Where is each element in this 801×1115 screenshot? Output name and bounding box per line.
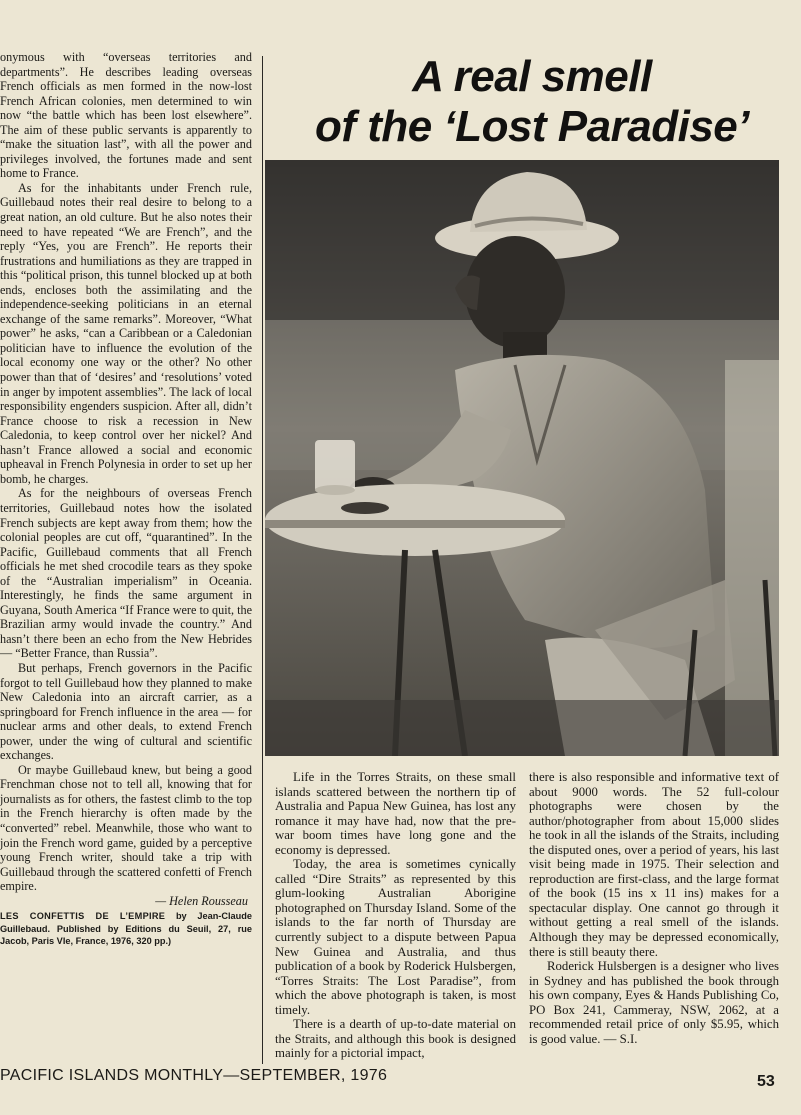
book-details (0, 910, 252, 947)
left-column-article (0, 50, 252, 947)
article-body-column-2 (275, 770, 516, 1061)
photo-man-in-hat (265, 160, 779, 756)
book-title: LES CONFETTIS DE L’EMPIRE (0, 911, 166, 922)
review-signature: — Helen Rousseau (155, 893, 248, 908)
headline-line-2: of the ‘Lost Paradise’ (315, 102, 749, 151)
body-paragraph: There is a dearth of up-to-date material on the Straits, and although this book is designed mainly for a pictorial impact, (275, 1017, 516, 1061)
left-paragraph: Or maybe Guillebaud knew, but being a good Frenchman chose not to tell all, knowing that for journalists as for others, the fastest climb to the top in the French hierarchy is often made by the “converted” rebel. Meanwhile, those who want to join the French word game, guided by a perceptive young French writer, should take a trip with Guillebaud through the scattered confetti of French empire. (0, 762, 252, 894)
page-number: 53 (757, 1073, 775, 1090)
left-paragraph: As for the inhabitants under French rule, Guillebaud notes their real desire to belong to a great nation, an old culture. But he also notes their need to have repeated “We are French”, and the reply “Yes, you are French”. He reports their frustrations and humiliations as they are trapped in this “political prison, this tunnel blocked up at both ends, encloses both the assimilating and the independence-seeking politicians in an eternal exchange of the same remarks”. Moreover, “What power” he asks, “can a Caribbean or a Caledonian politician have to influence the evolution of the local economy one way or the other? No other power than that of ‘desires’ and ‘resolutions’ voted in anger by impotent assemblies”. The lack of local responsibility engenders suspicion. After all, didn’t France choose to risk a recession in New Caledonia, to keep control over her nickel? And hasn’t France allowed a social and economic upheaval in French Polynesia in order to set up her bomb, he charges. (0, 180, 252, 486)
left-paragraph: onymous with “overseas territories and departments”. He describes leading overseas French officials as men formed in the now-lost French African colonies, men determined to win now “the battle which has been lost elsewhere”. The aim of these public servants is apparently to “make the situation last”, with all the power and privileges involved, the fortunes made and sent home to France. (0, 50, 252, 181)
headline-line-1: A real smell (412, 52, 652, 101)
article-photograph (265, 160, 779, 756)
article-body-column-3 (529, 770, 779, 1046)
left-paragraph: As for the neighbours of overseas French territories, Guillebaud notes how the isolated French subjects are kept away from them; how the colonial peoples are cut off, “quarantined”. In the Pacific, Guillebaud comments that all French officials he met shed crocodile tears as they spoke of the “Australian imperialism” in Oceania. Interestingly, he finds the same argument in Guyana, South America “If France were to quit, the Brazilian army would invade the country.” And hasn’t there been an echo from the New Hebrides — “Better France, than Russia”. (0, 486, 252, 661)
body-paragraph: Roderick Hulsbergen is a designer who lives in Sydney and has published the book through his own company, Eyes & Hands Publishing Co, PO Box 241, Cammeray, NSW, 2062, at a recommended retail price of only $5.95, which is good value. — S.I. (529, 959, 779, 1046)
body-paragraph: Life in the Torres Straits, on these small islands scattered between the northern tip of Australia and Papua New Guinea, has lost any romance it may have had, now that the pre-war boom times have long gone and the economy is depressed. (275, 770, 516, 857)
magazine-footer: PACIFIC ISLANDS MONTHLY—SEPTEMBER, 1976 (0, 1067, 388, 1084)
book-publication-details: by Jean-Claude Guillebaud. Published by Editions du Seuil, 27, rue Jacob, Paris VIe, France, 1976, 320 pp.) (0, 911, 253, 947)
left-paragraph: But perhaps, French governors in the Pacific forgot to tell Guillebaud how they planned to make New Caledonia into an aircraft carrier, as a springboard for French influence in the area — for nuclear arms and other deals, to extend French power, under the wing of cultural and scientific exchanges. (0, 660, 252, 763)
body-paragraph: there is also responsible and informative text of about 9000 words. The 52 full-colour photographs were chosen by the author/photographer from about 15,000 slides he took in all the islands of the Straits, including the disputed ones, over a period of years, his last visit being made in 1975. Their selection and reproduction are first-class, and the large format of the book (15 ins x 11 ins) makes for a spectacular display. One cannot go through it without getting a real smell of the islands. Although they may be depressed economically, there is still beauty there. (529, 770, 779, 959)
column-divider (262, 56, 263, 1064)
article-headline (272, 52, 792, 152)
body-paragraph: Today, the area is sometimes cynically called “Dire Straits” as represented by this glum-looking Australian Aborigine photographed on Thursday Island. Some of the islands to the far north of Thursday are currently subject to a dispute between Papua New Guinea and Australia, and thus publication of a book by Roderick Hulsbergen, “Torres Straits: The Lost Paradise”, from which the above photograph is taken, is most timely. (275, 857, 516, 1017)
